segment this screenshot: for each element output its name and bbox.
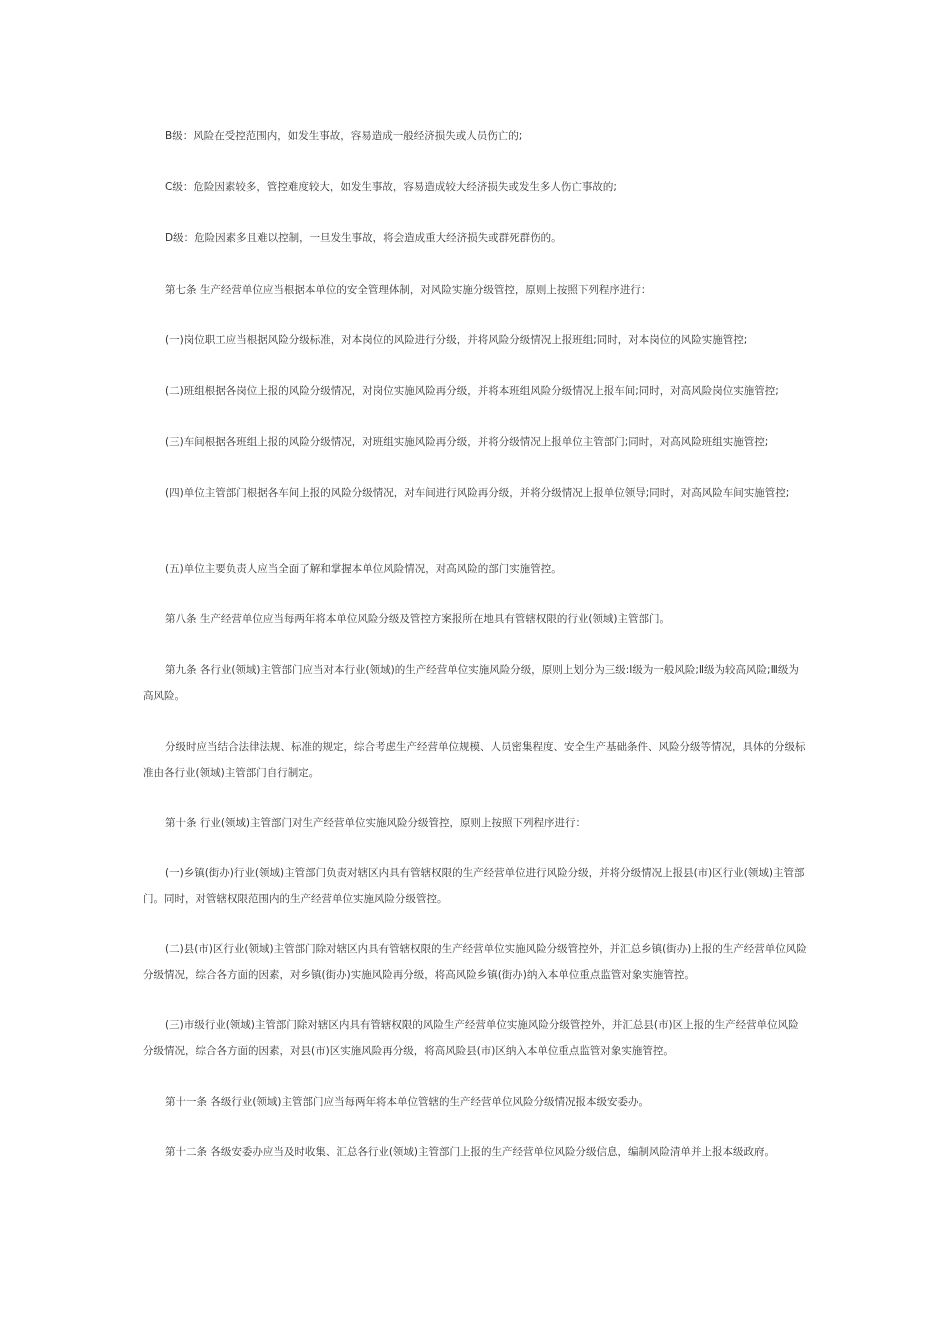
paragraph-d-level: D级：危险因素多且难以控制，一旦发生事故，将会造成重大经济损失或群死群伤的。 (165, 232, 562, 244)
paragraph-article-7-item-5: (五)单位主要负责人应当全面了解和掌握本单位风险情况，对高风险的部门实施管控。 (165, 563, 562, 575)
paragraph-article-8: 第八条 生产经营单位应当每两年将本单位风险分级及管控方案报所在地具有管辖权限的行业(领域)主管部门。 (165, 613, 671, 625)
paragraph-article-10-item-3: (三)市级行业(领域)主管部门除对辖区内具有管辖权限的风险生产经营单位实施风险分级管控外，并汇总县(市)区上报的生产经营单位风险分级情况，综合各方面的因素，对县(市)区实施风险再分级，将高风险县(市)区纳入本单位重点监管对象实施管控。 (143, 1019, 799, 1057)
paragraph-article-12: 第十二条 各级安委办应当及时收集、汇总各行业(领域)主管部门上报的生产经营单位风险分级信息，编制风险清单并上报本级政府。 (165, 1146, 776, 1158)
paragraph-b-level: B级：风险在受控范围内，如发生事故，容易造成一般经济损失或人员伤亡的; (165, 130, 523, 142)
paragraph-article-7-item-2: (二)班组根据各岗位上报的风险分级情况，对岗位实施风险再分级，并将本班组风险分级情况上报车间;同时，对高风险岗位实施管控; (165, 385, 779, 397)
paragraph-article-7-item-3: (三)车间根据各班组上报的风险分级情况，对班组实施风险再分级，并将分级情况上报单位主管部门;同时，对高风险班组实施管控; (165, 436, 769, 448)
paragraph-c-level: C级：危险因素较多，管控难度较大，如发生事故，容易造成较大经济损失或发生多人伤亡事故的; (165, 181, 617, 193)
paragraph-article-7-item-1: (一)岗位职工应当根据风险分级标准，对本岗位的风险进行分级，并将风险分级情况上报班组;同时，对本岗位的风险实施管控; (165, 334, 748, 346)
paragraph-article-9: 第九条 各行业(领域)主管部门应当对本行业(领域)的生产经营单位实施风险分级，原则上划分为三级:Ⅰ级为一般风险;Ⅱ级为较高风险;Ⅲ级为高风险。 (143, 664, 799, 702)
paragraph-article-11: 第十一条 各级行业(领域)主管部门应当每两年将本单位管辖的生产经营单位风险分级情况报本级安委办。 (165, 1096, 650, 1108)
paragraph-article-7-item-4: (四)单位主管部门根据各车间上报的风险分级情况，对车间进行风险再分级，并将分级情况上报单位领导;同时，对高风险车间实施管控; (165, 487, 790, 499)
paragraph-article-10-item-1: (一)乡镇(街办)行业(领域)主管部门负责对辖区内具有管辖权限的生产经营单位进行风险分级，并将分级情况上报县(市)区行业(领域)主管部门。同时，对管辖权限范围内的生产经营单位实施风险分级管控。 (143, 867, 805, 905)
paragraph-article-7: 第七条 生产经营单位应当根据本单位的安全管理体制，对风险实施分级管控，原则上按照下列程序进行： (165, 284, 652, 296)
paragraph-grading-note: 分级时应当结合法律法规、标准的规定，综合考虑生产经营单位规模、人员密集程度、安全生产基础条件、风险分级等情况，具体的分级标准由各行业(领域)主管部门自行制定。 (143, 741, 806, 779)
paragraph-article-10: 第十条 行业(领域)主管部门对生产经营单位实施风险分级管控，原则上按照下列程序进行： (165, 817, 587, 829)
paragraph-article-10-item-2: (二)县(市)区行业(领域)主管部门除对辖区内具有管辖权限的生产经营单位实施风险分级管控外，并汇总乡镇(街办)上报的生产经营单位风险分级情况，综合各方面的因素，对乡镇(街办)实施风险再分级，将高风险乡镇(街办)纳入本单位重点监管对象实施管控。 (143, 943, 807, 981)
